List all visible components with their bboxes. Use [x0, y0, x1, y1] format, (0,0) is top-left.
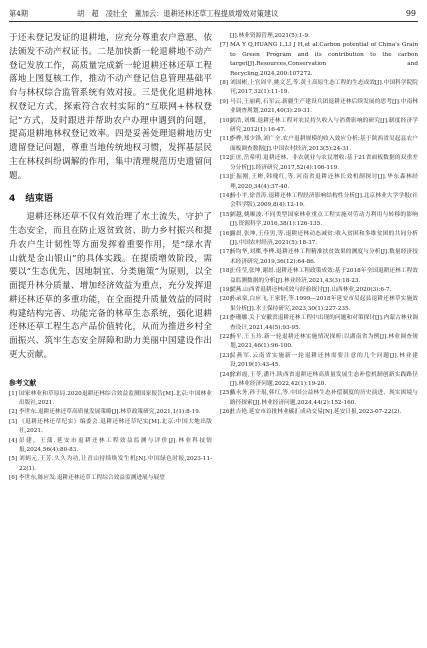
reference-item [220, 230, 418, 249]
reference-number: [24] [220, 371, 232, 378]
reference-text: 李珊娜.关于安徽省退耕还林工程中出现的问题和对策探讨[J].内蒙古林业调查设计,2021,44(5):93-95. [230, 315, 418, 331]
reference-item [9, 408, 212, 417]
reference-item [9, 437, 212, 456]
reference-item [220, 248, 418, 267]
reference-number: [6] [9, 475, 18, 482]
reference-text: 刘国彬,上官周平,姚文艺,等.黄土高原生态工程的生态成效[J].中国科学院院刊,2017,32(1):11-19. [230, 80, 418, 96]
reference-item [220, 117, 418, 136]
reference-number: [17] [220, 249, 232, 256]
reference-text: MA Y Q,HUANG L,LI J H,et al.Carbon potential of China's Grain to Green Program and its contribution to the carbon target[J].Resources,Conservation and Recycling,2024,200:107272. [230, 42, 418, 77]
reference-item [220, 173, 418, 192]
reference-item [220, 314, 418, 333]
reference-number: [23] [220, 352, 232, 359]
references-list-right [220, 41, 418, 417]
reference-item [220, 352, 418, 371]
reference-number: [21] [220, 315, 232, 322]
reference-number: [4] [9, 437, 18, 444]
reference-item [220, 211, 418, 230]
reference-text: 《退耕还林还草纪实》编委会.退耕还林还草纪实[M].北京:中国大地出版社,2021. [19, 418, 212, 435]
reference-number: [8] [220, 80, 229, 87]
reference-number: [19] [220, 286, 232, 293]
reference-text: 王振刚,王彬,韩瑰红,等.河南省退耕还林长效机制探讨[J].华东森林经理,2020,34(4):37-40. [230, 174, 418, 190]
reference-item [220, 192, 418, 211]
reference-item [220, 267, 418, 286]
reference-number: [5] [9, 456, 18, 463]
reference-text: 孙录栾,白应飞,王家舒,等.1999—2018年延安市吴起县退耕还林草实施效果分析[J].水土保持研究,2023,30(1):227-235. [230, 296, 418, 312]
reference-item [9, 455, 212, 474]
right-column [220, 32, 418, 418]
reference-text: 李世东,陈应发.退耕还林还草工程综合效益监测进展与展望 [19, 475, 165, 482]
reference-item [220, 79, 418, 98]
reference-text: 杨平,王玉玲.新一轮退耕还林实施情况探析:以湖南省为例[J].林业调查规划,2021,46(1):96-100. [230, 334, 418, 350]
reference-text: 戴永务,孙于琨,韩红,等.中国公益林生态补偿制度的历史演进、现实困境与路径探索[J].林业经济问题,2024,44(2):152-160. [230, 390, 418, 406]
reference-text: 杨小平,徐晋涛.退耕还林工程经济影响结构性分析[J].北京林业大学学报(社会科学版),2009,8(4):12-19. [230, 192, 418, 209]
reference-text: 谢晨,张坤,王佳男,等.退耕还林动态减贫:收入贫困和多维贫困的共同分析[J].中国农村经济,2021(5):18-37. [230, 230, 418, 246]
references-list-left [9, 390, 212, 484]
header-rule [9, 21, 418, 22]
left-column [9, 32, 212, 484]
reference-text: 王佳莹,张坤,谢晨.退耕还林工程政策成效:基于2018年全国退耕还林工程效益监测数据的分析[J].林业经济,2021,43(3):18-23. [230, 268, 418, 284]
reference-text: 刘浩,刘璨.退耕还林工程对农民持久收入与消费影响的研究[J].制度经济学研究,2012(1):16-47. [230, 117, 418, 134]
paragraph-1: 于还未登记发证的退耕地，应充分尊重农户意愿，依法颁发不动产权证书。二是加快新一轮退耕地不动产登记发放工作，高质量完成新一轮退耕还林还草工程落地上图复核工作，推动不动产登记信息管理基础平台与林权综合监管系统有效对接。三是优化退耕地林权登记方式，探索符合农村实际的“互联网+林权登记”方式，及时跟进并帮助农户办理申遇到的问题，提高退耕地林权登记效率。四是妥善处理退耕地历史遗留登记问题，尊重当地传统地权习惯，发挥基层民主在林权纠纷调解的作用，集中清理规范历史遗留问题。 [9, 33, 212, 181]
references-heading: 参考文献 [9, 378, 37, 387]
reference-text: 杜吉艳.延安市首批林业碳汇成功交易[N].延安日报,2023-07-22(2). [230, 409, 402, 416]
reference-number: [26] [220, 409, 232, 416]
reference-number: [1] [9, 390, 18, 397]
reference-item [9, 418, 212, 437]
reference-item [220, 333, 418, 352]
reference-text: 吴燕军.云南省实施新一轮退耕还林需要注意的几个问题[J].林业建设,2019(1):43-45. [230, 352, 418, 369]
reference-number: [22] [220, 334, 232, 340]
reference-number: [14] [220, 192, 232, 199]
reference-item [220, 389, 418, 408]
reference-number: [25] [220, 390, 232, 397]
reference-number: [16] [220, 230, 232, 237]
reference-number: [3] [9, 418, 18, 425]
reference-number: [18] [220, 268, 232, 275]
reference-item [220, 295, 418, 314]
page-header [9, 8, 418, 20]
page-number: 99 [405, 9, 416, 18]
reference-item [220, 98, 418, 117]
reference-text: 刘炳元,王芳.久久为功,让青山持续焕发生机[N].中国绿色时报,2023-11-22(1). [19, 456, 212, 472]
reference-item [9, 474, 212, 483]
reference-text: 李桦,郑少锋,刘广全.农户退耕规模的收入效应分析:基于陕西省吴起县农户面板调查数据[J].中国农村经济,2013(5):24-31. [230, 136, 418, 152]
reference-number: [20] [220, 296, 232, 303]
reference-text: 刘越,姚顺波.不同类型国家林业重点工程实施对劳动力利用与转移的影响[J].资源科学,2016,38(1):126-135. [230, 211, 418, 228]
section-number: 4 [9, 193, 16, 205]
reference-continuation: [J].林业资源管理,2021(5):1-9. [230, 33, 310, 39]
reference-number: [7] [220, 42, 229, 49]
reference-number: [12] [220, 155, 232, 162]
reference-item [220, 286, 418, 295]
paragraph-2: 退耕还林还草不仅有效治理了水土流失，守护了生态安全，而且在防止返贫致贫、助力乡村振兴和提升农户生计韧性等方面发挥着重要作用，是“绿水青山就是金山银山”的具体实践。在提质增效阶段，需要以“生态优先、因地制宜、分类施策”为原则，以全面提升林分质量、增加经济效益为重点，充分发挥退耕还林还草的多重功能，在全面提升质量效益的同时构建结构完善、功能完备的林草生态系统，强化退耕还林还草工程生态产品价值转化，从而为推进乡村全面振兴、筑牢生态安全屏障和助力美丽中国建设作出更大贡献。 [9, 212, 212, 360]
reference-number: [15] [220, 211, 232, 218]
reference-number: [11] [220, 136, 232, 143]
reference-number: [9] [220, 98, 229, 105]
reference-text: 彭建，王蒲.延安市退耕还林工程效益监测与评价[J].林业科技情报,2024,56(4):80-83. [19, 437, 212, 453]
running-title: 胡 超 凌壮全 董加云：退耕还林还草工程提质增效对策建议 [77, 9, 279, 18]
reference-item [220, 41, 418, 79]
reference-number: [10] [220, 117, 232, 124]
reference-text: 国家林业和草原局.2020退耕还林综合效益监测国家报告[M].北京:中国林业出版社,2021. [19, 390, 212, 406]
reference-text: 李世东.退耕还林还草高质量发展策略[J].林草政策研究,2021,1(1):8-19. [19, 409, 201, 416]
reference-text: 杨均华,刘璨,李桦.退耕还林工程精准扶贫效果的测度与分析[J].数量经济技术经济研究,2019,36(12):64-86. [230, 249, 418, 265]
reference-text: 梁燕.山西省退耕还林成效与经验探讨[J].山西林业,2020(3):6-7. [230, 286, 392, 293]
section-heading [9, 192, 212, 206]
reference-item [220, 371, 418, 390]
reference-number: [2] [9, 409, 18, 416]
reference-item [220, 135, 418, 154]
reference-text: 马召,王丽莉,石军云.新疆生产建设兵团退耕还林后续发展的思考[J].中南林业调查规划,2021,40(3):29-31. [230, 98, 418, 115]
section-title: 结束语 [25, 193, 53, 205]
reference-text: 王庶,岳希明.退耕还林、非农就业与农民增收:基于21省面板数据的双重差分分析[J].经济研究,2017,52(4):106-119. [230, 155, 418, 171]
issue-number: 第4期 [9, 9, 28, 18]
reference-number: [13] [220, 174, 232, 181]
reference-item [9, 390, 212, 409]
reference-item [220, 154, 418, 173]
reference-item [220, 408, 418, 417]
reference-text: 徐彩霞,王苓,潘丹.陕西省退耕还林高质量发展生态补偿机制创新实践路径[J].林业经济问题,2022,42(1):19-20. [230, 371, 418, 388]
